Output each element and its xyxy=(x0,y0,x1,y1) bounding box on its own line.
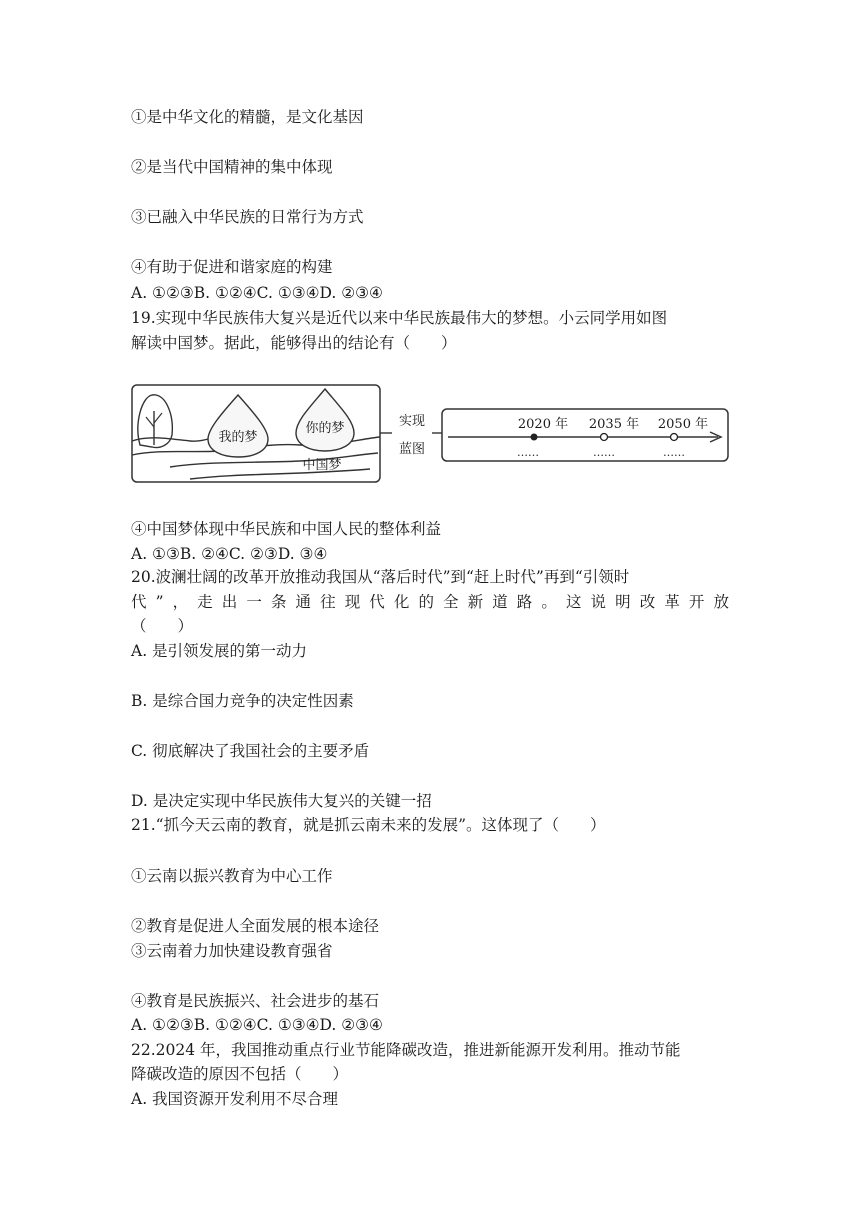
timeline-year-2050: 2050 年 xyxy=(657,417,709,432)
timeline-year-2035: 2035 年 xyxy=(588,417,640,432)
q21-option-3: ③云南着力加快建设教育强省 xyxy=(131,942,333,960)
timeline-point-open xyxy=(671,434,678,441)
water-drop-icon xyxy=(296,389,354,451)
china-dream-label: 中国梦 xyxy=(302,458,342,473)
q20-stem-line-3: （ ） xyxy=(131,617,194,635)
q19-stem-line-1: 19.实现中华民族伟大复兴是近代以来中华民族最伟大的梦想。小云同学用如图 xyxy=(131,309,668,327)
my-dream-label: 我的梦 xyxy=(218,430,258,445)
q18-choices: A. ①②③B. ①②④C. ①③④D. ②③④ xyxy=(131,284,383,302)
q21-option-1: ①云南以振兴教育为中心工作 xyxy=(131,867,333,885)
q20-option-a: A. 是引领发展的第一动力 xyxy=(131,642,308,660)
q20-option-d: D. 是决定实现中华民族伟大复兴的关键一招 xyxy=(131,792,432,810)
q19-stem-line-2: 解读中国梦。据此，能够得出的结论有（ ） xyxy=(131,334,457,352)
water-drop-icon xyxy=(208,395,268,457)
q18-option-2: ②是当代中国精神的集中体现 xyxy=(131,158,333,176)
timeline-dots: …… xyxy=(517,446,539,459)
q22-stem-line-1: 22.2024 年，我国推动重点行业节能降碳改造，推进新能源开发利用。推动节能 xyxy=(131,1041,681,1059)
connector-label-top: 实现 xyxy=(398,414,426,429)
q18-option-3: ③已融入中华民族的日常行为方式 xyxy=(131,208,364,226)
q18-option-1: ①是中华文化的精髓，是文化基因 xyxy=(131,108,364,126)
your-dream-label: 你的梦 xyxy=(305,421,345,436)
q21-stem: 21.“抓今天云南的教育，就是抓云南未来的发展”。这体现了（ ） xyxy=(131,816,606,834)
connector-label-bottom: 蓝图 xyxy=(398,442,426,457)
q19-figure xyxy=(130,383,730,485)
timeline-point-filled xyxy=(531,434,538,441)
timeline-dots: …… xyxy=(663,446,685,459)
q20-stem-line-2: 代”，走出一条通往现代化的全新道路。这说明改革开放 xyxy=(131,593,729,611)
q21-option-4: ④教育是民族振兴、社会进步的基石 xyxy=(131,992,380,1010)
q21-option-2: ②教育是促进人全面发展的根本途径 xyxy=(131,917,380,935)
q20-stem-line-1: 20.波澜壮阔的改革开放推动我国从“落后时代”到“赶上时代”再到“引领时 xyxy=(131,568,630,586)
q21-choices: A. ①②③B. ①②④C. ①③④D. ②③④ xyxy=(131,1016,383,1034)
china-dream-illustration xyxy=(130,383,730,485)
q18-option-4: ④有助于促进和谐家庭的构建 xyxy=(131,258,333,276)
timeline-year-2020: 2020 年 xyxy=(517,417,569,432)
q22-option-a: A. 我国资源开发利用不尽合理 xyxy=(131,1090,339,1108)
q22-stem-line-2: 降碳改造的原因不包括（ ） xyxy=(131,1065,349,1083)
timeline-point-open xyxy=(601,434,608,441)
q19-choices: A. ①③B. ②④C. ②③D. ③④ xyxy=(131,545,328,563)
q20-option-c: C. 彻底解决了我国社会的主要矛盾 xyxy=(131,742,370,760)
timeline-dots: …… xyxy=(593,446,615,459)
q19-option-4: ④中国梦体现中华民族和中国人民的整体利益 xyxy=(131,520,442,538)
q20-option-b: B. 是综合国力竞争的决定性因素 xyxy=(131,692,354,710)
